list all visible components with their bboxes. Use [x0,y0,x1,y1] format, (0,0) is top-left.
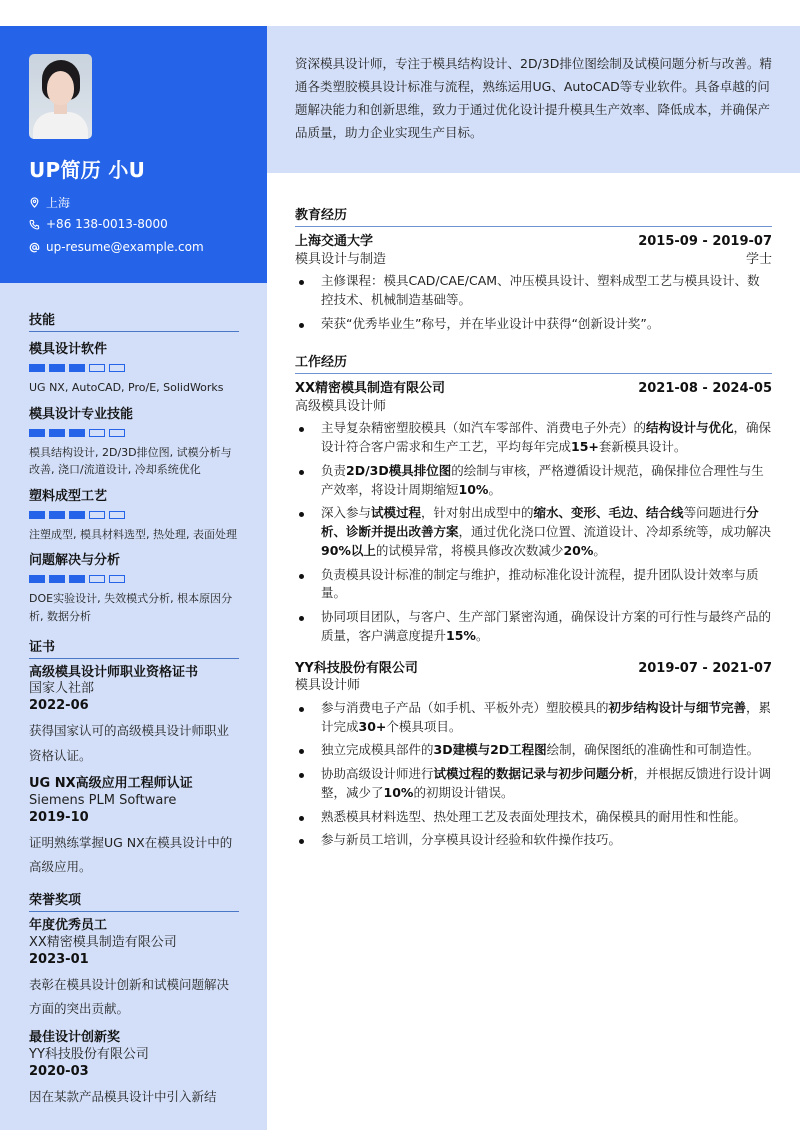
avatar [29,54,92,139]
contact-email [29,240,204,254]
certificate-desc: 获得国家认可的高级模具设计师职业资格认证。 [29,723,230,763]
skill-desc: DOE实验设计, 失效模式分析, 根本原因分析, 数据分析 [29,592,233,623]
awards-section [29,889,239,1108]
sidebar-content [29,309,239,1117]
major: 模具设计与制造 [295,251,387,267]
award-name: 年度优秀员工 [29,918,108,934]
certificate-item [29,776,239,879]
skill-desc: 注塑成型, 模具材料选型, 热处理, 表面处理 [29,527,237,541]
bullet-item: 深入参与试模过程，针对射出成型中的缩水、变形、毛边、结合线等问题进行分析、诊断并提出改善方案，通过优化浇口位置、流道设计、冷却系统等，成功解决90%以上的试模异常，将模具修改次数减少20%。 [295,504,772,560]
work-period: 2019-07 - 2021-07 [638,660,772,676]
award-desc: 因在某款产品模具设计中引入新结 [29,1088,217,1104]
skill-item [29,549,239,625]
education-title: 教育经历 [295,204,772,227]
contact-phone [29,217,168,231]
skill-level-bar [29,364,239,372]
skill-level-bar [29,511,239,519]
award-date: 2020-03 [29,1063,89,1079]
bullet-item: 负责2D/3D模具排位图的绘制与审核，严格遵循设计规范，确保排位合理性与生产效率，将设计周期缩短10%。 [295,462,772,500]
at-sign-icon [29,242,40,253]
skill-desc: UG NX, AutoCAD, Pro/E, SolidWorks [29,381,224,394]
bullet-item: 参与消费电子产品（如手机、平板外壳）塑胶模具的初步结构设计与细节完善，累计完成30+个模具项目。 [295,699,772,737]
work-section [295,351,772,850]
certificate-name: 高级模具设计师职业资格证书 [29,664,199,680]
work-entry [295,660,772,850]
skill-item [29,338,239,397]
skill-item [29,403,239,479]
certificate-issuer: 国家人社部 [29,681,95,697]
bullet-item: 协同项目团队，与客户、生产部门紧密沟通，确保设计方案的可行性与最终产品的质量，客户满意度提升15%。 [295,608,772,646]
award-item [29,918,239,1021]
bullet-item: 参与新员工培训，分享模具设计经验和软件操作技巧。 [295,831,772,850]
company-name: XX精密模具制造有限公司 [295,381,446,397]
award-desc: 表彰在模具设计创新和试模问题解决方面的突出贡献。 [29,977,230,1017]
bullet-item: 荣获“优秀毕业生”称号，并在毕业设计中获得“创新设计奖”。 [295,315,772,334]
certificate-date: 2019-10 [29,809,89,825]
job-title: 高级模具设计师 [295,398,387,414]
school-name: 上海交通大学 [295,234,374,249]
certificate-item [29,665,239,768]
certificate-name: UG NX高级应用工程师认证 [29,775,193,791]
certificate-desc: 证明熟练掌握UG NX在模具设计中的高级应用。 [29,834,233,875]
bullet-item: 主修课程：模具CAD/CAE/CAM、冲压模具设计、塑料成型工艺与模具设计、数控技术、机械制造基础等。 [295,272,772,310]
profile-header [0,26,267,283]
work-bullets [295,419,772,645]
bullet-item: 负责模具设计标准的制定与维护，推动标准化设计流程，提升团队设计效率与质量。 [295,566,772,604]
degree: 学士 [745,251,772,267]
skill-level-bar [29,575,239,583]
phone-icon [29,219,40,230]
resume-page [0,26,800,1130]
work-bullets [295,699,772,850]
awards-title: 荣誉奖项 [29,889,239,912]
email-text[interactable]: up-resume@example.com [46,240,204,254]
skills-section [29,309,239,626]
certificate-date: 2022-06 [29,698,89,714]
bullet-item: 协助高级设计师进行试模过程的数据记录与初步问题分析，并根据反馈进行设计调整，减少了10%的初期设计错误。 [295,765,772,803]
bullet-item: 熟悉模具材料选型、热处理工艺及表面处理技术，确保模具的耐用性和性能。 [295,808,772,827]
award-issuer: YY科技股份有限公司 [29,1046,149,1062]
map-pin-icon [29,197,40,208]
award-issuer: XX精密模具制造有限公司 [29,935,177,951]
bullet-item: 独立完成模具部件的3D建模与2D工程图绘制，确保图纸的准确性和可制造性。 [295,741,772,760]
award-item [29,1030,239,1109]
bullet-item: 主导复杂精密塑胶模具（如汽车零部件、消费电子外壳）的结构设计与优化，确保设计符合客户需求和生产工艺，平均每年完成15+套新模具设计。 [295,419,772,457]
sidebar [0,26,267,1130]
candidate-name: UP简历 小U [29,158,146,182]
work-period: 2021-08 - 2024-05 [638,381,772,397]
certificate-issuer: Siemens PLM Software [29,792,177,808]
skill-desc: 模具结构设计, 2D/3D排位图, 试模分析与改善, 浇口/流道设计, 冷却系统优化 [29,445,232,477]
award-name: 最佳设计创新奖 [29,1029,121,1045]
work-title: 工作经历 [295,351,772,374]
company-name: YY科技股份有限公司 [295,660,418,676]
location-text: 上海 [46,196,71,210]
skills-title: 技能 [29,309,239,332]
skill-name: 问题解决与分析 [29,553,121,569]
skill-name: 塑料成型工艺 [29,488,108,504]
work-entry [295,380,772,645]
main-content [295,204,772,868]
education-period: 2015-09 - 2019-07 [638,234,772,249]
phone-text[interactable]: +86 138-0013-8000 [46,217,168,231]
certificates-section [29,636,239,880]
education-bullets [295,272,772,333]
education-section [295,204,772,333]
skill-item [29,485,239,544]
award-date: 2023-01 [29,952,89,968]
skill-name: 模具设计专业技能 [29,406,134,422]
profile-summary: 资深模具设计师，专注于模具结构设计、2D/3D排位图绘制及试模问题分析与改善。精通各类塑胶模具设计标准与流程，熟练运用UG、AutoCAD等专业软件。具备卓越的问题解决能力和创新思维，致力于通过优化设计提升模具生产效率、降低成本，并确保产品质量，助力企业实现生产目标。 [267,26,800,173]
job-title: 模具设计师 [295,678,361,694]
skill-level-bar [29,429,239,437]
skill-name: 模具设计软件 [29,342,108,357]
education-entry [295,233,772,333]
certificates-title: 证书 [29,636,239,659]
contact-location [29,194,70,211]
